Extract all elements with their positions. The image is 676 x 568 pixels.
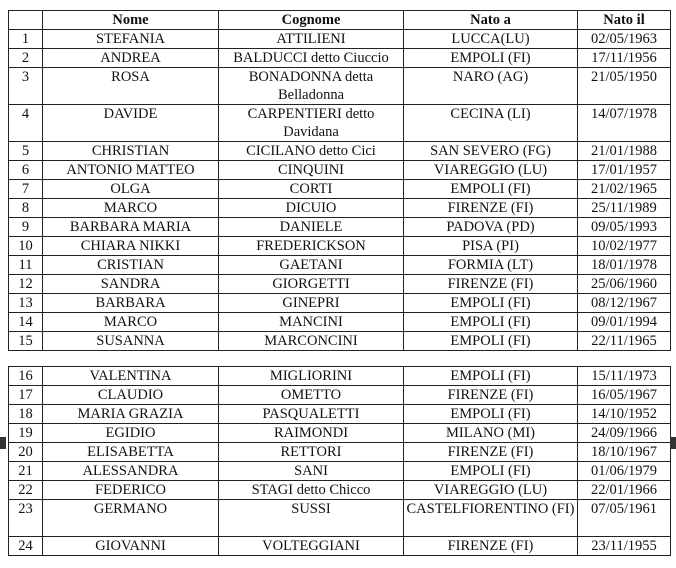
table-row xyxy=(9,462,671,481)
table-row xyxy=(9,294,671,313)
table-row xyxy=(9,199,671,218)
scan-margin-mark-left xyxy=(0,437,6,449)
table-row xyxy=(9,424,671,443)
table-row xyxy=(9,237,671,256)
cell-nome: STEFANIA xyxy=(43,30,219,49)
table-row xyxy=(9,405,671,424)
cell-nato-a: PISA (PI) xyxy=(404,237,578,256)
cell-nato-il: 17/11/1956 xyxy=(578,49,671,68)
cell-cognome: CINQUINI xyxy=(219,161,404,180)
cell-nato-il: 21/02/1965 xyxy=(578,180,671,199)
cell-nome: VALENTINA xyxy=(43,367,219,386)
cell-num: 23 xyxy=(9,500,43,537)
cell-nome: MARIA GRAZIA xyxy=(43,405,219,424)
table-row xyxy=(9,180,671,199)
table-body-part-2 xyxy=(9,367,671,556)
header-nome: Nome xyxy=(43,11,219,30)
cell-nome: SANDRA xyxy=(43,275,219,294)
cell-num: 16 xyxy=(9,367,43,386)
cell-nato-a: FIRENZE (FI) xyxy=(404,275,578,294)
cell-nato-il: 08/12/1967 xyxy=(578,294,671,313)
cell-cognome: ATTILIENI xyxy=(219,30,404,49)
table-row xyxy=(9,500,671,537)
cell-nato-a: EMPOLI (FI) xyxy=(404,367,578,386)
table-body-part-1 xyxy=(9,30,671,351)
cell-nome: ELISABETTA xyxy=(43,443,219,462)
cell-num: 22 xyxy=(9,481,43,500)
header-cognome: Cognome xyxy=(219,11,404,30)
cell-nato-a: PADOVA (PD) xyxy=(404,218,578,237)
cell-num: 14 xyxy=(9,313,43,332)
cell-num: 21 xyxy=(9,462,43,481)
table-row xyxy=(9,367,671,386)
cell-nato-a: VIAREGGIO (LU) xyxy=(404,481,578,500)
cell-nome: CRISTIAN xyxy=(43,256,219,275)
cell-nome: MARCO xyxy=(43,199,219,218)
cell-nato-il: 07/05/1961 xyxy=(578,500,671,537)
cell-cognome: BONADONNA detta Belladonna xyxy=(219,68,404,105)
cell-nato-a: EMPOLI (FI) xyxy=(404,313,578,332)
cell-nato-il: 10/02/1977 xyxy=(578,237,671,256)
cell-cognome: MARCONCINI xyxy=(219,332,404,351)
cell-nato-il: 21/01/1988 xyxy=(578,142,671,161)
table-row xyxy=(9,68,671,105)
cell-nome: CHRISTIAN xyxy=(43,142,219,161)
cell-nato-il: 23/11/1955 xyxy=(578,537,671,556)
cell-cognome: CORTI xyxy=(219,180,404,199)
cell-nato-a: EMPOLI (FI) xyxy=(404,462,578,481)
cell-num: 18 xyxy=(9,405,43,424)
cell-num: 8 xyxy=(9,199,43,218)
table-row xyxy=(9,481,671,500)
table-row xyxy=(9,386,671,405)
table-row xyxy=(9,443,671,462)
cell-num: 7 xyxy=(9,180,43,199)
cell-nato-il: 21/05/1950 xyxy=(578,68,671,105)
cell-nome: CHIARA NIKKI xyxy=(43,237,219,256)
cell-nome: MARCO xyxy=(43,313,219,332)
cell-nato-il: 09/05/1993 xyxy=(578,218,671,237)
cell-nome: FEDERICO xyxy=(43,481,219,500)
cell-cognome: DICUIO xyxy=(219,199,404,218)
cell-nato-a: EMPOLI (FI) xyxy=(404,405,578,424)
cell-nato-il: 22/01/1966 xyxy=(578,481,671,500)
cell-nome: ANDREA xyxy=(43,49,219,68)
cell-nato-il: 15/11/1973 xyxy=(578,367,671,386)
cell-num: 11 xyxy=(9,256,43,275)
cell-num: 3 xyxy=(9,68,43,105)
cell-cognome: SUSSI xyxy=(219,500,404,537)
cell-num: 2 xyxy=(9,49,43,68)
cell-nato-a: FIRENZE (FI) xyxy=(404,199,578,218)
cell-nome: GIOVANNI xyxy=(43,537,219,556)
cell-nome: SUSANNA xyxy=(43,332,219,351)
cell-nato-a: FIRENZE (FI) xyxy=(404,386,578,405)
cell-nato-a: FIRENZE (FI) xyxy=(404,537,578,556)
cell-num: 1 xyxy=(9,30,43,49)
table-row xyxy=(9,105,671,142)
cell-cognome: RETTORI xyxy=(219,443,404,462)
cell-nato-a: LUCCA(LU) xyxy=(404,30,578,49)
people-table-part-1 xyxy=(8,10,671,351)
cell-cognome: OMETTO xyxy=(219,386,404,405)
cell-nato-il: 16/05/1967 xyxy=(578,386,671,405)
table-row xyxy=(9,49,671,68)
cell-nato-il: 22/11/1965 xyxy=(578,332,671,351)
cell-num: 4 xyxy=(9,105,43,142)
table-row xyxy=(9,313,671,332)
cell-num: 24 xyxy=(9,537,43,556)
scan-margin-mark-right xyxy=(670,437,676,449)
cell-nato-il: 17/01/1957 xyxy=(578,161,671,180)
cell-num: 5 xyxy=(9,142,43,161)
table-row xyxy=(9,275,671,294)
cell-num: 12 xyxy=(9,275,43,294)
cell-cognome: VOLTEGGIANI xyxy=(219,537,404,556)
cell-nome: BARBARA MARIA xyxy=(43,218,219,237)
table-row xyxy=(9,218,671,237)
cell-nato-il: 14/07/1978 xyxy=(578,105,671,142)
cell-cognome: BALDUCCI detto Ciuccio xyxy=(219,49,404,68)
cell-nato-a: MILANO (MI) xyxy=(404,424,578,443)
people-table-part-2 xyxy=(8,366,671,556)
cell-nome: OLGA xyxy=(43,180,219,199)
cell-num: 20 xyxy=(9,443,43,462)
table-row xyxy=(9,30,671,49)
cell-cognome: GIORGETTI xyxy=(219,275,404,294)
cell-nome: DAVIDE xyxy=(43,105,219,142)
cell-nato-a: EMPOLI (FI) xyxy=(404,294,578,313)
cell-num: 15 xyxy=(9,332,43,351)
cell-cognome: SANI xyxy=(219,462,404,481)
cell-cognome: RAIMONDI xyxy=(219,424,404,443)
cell-nato-a: CECINA (LI) xyxy=(404,105,578,142)
cell-nome: ALESSANDRA xyxy=(43,462,219,481)
cell-nato-il: 09/01/1994 xyxy=(578,313,671,332)
cell-nato-a: CASTELFIORENTINO (FI) xyxy=(404,500,578,537)
cell-num: 13 xyxy=(9,294,43,313)
cell-cognome: CARPENTIERI detto Davidana xyxy=(219,105,404,142)
cell-nato-il: 18/10/1967 xyxy=(578,443,671,462)
header-num xyxy=(9,11,43,30)
cell-nato-a: NARO (AG) xyxy=(404,68,578,105)
cell-cognome: FREDERICKSON xyxy=(219,237,404,256)
cell-nato-il: 24/09/1966 xyxy=(578,424,671,443)
cell-nome: BARBARA xyxy=(43,294,219,313)
cell-cognome: PASQUALETTI xyxy=(219,405,404,424)
cell-num: 6 xyxy=(9,161,43,180)
cell-num: 19 xyxy=(9,424,43,443)
cell-cognome: GINEPRI xyxy=(219,294,404,313)
cell-nato-il: 25/11/1989 xyxy=(578,199,671,218)
cell-nome: GERMANO xyxy=(43,500,219,537)
cell-nato-a: EMPOLI (FI) xyxy=(404,332,578,351)
table-row xyxy=(9,537,671,556)
cell-nato-il: 18/01/1978 xyxy=(578,256,671,275)
cell-nato-a: EMPOLI (FI) xyxy=(404,49,578,68)
cell-nome: CLAUDIO xyxy=(43,386,219,405)
cell-cognome: STAGI detto Chicco xyxy=(219,481,404,500)
cell-nato-il: 25/06/1960 xyxy=(578,275,671,294)
cell-cognome: DANIELE xyxy=(219,218,404,237)
cell-num: 9 xyxy=(9,218,43,237)
cell-num: 17 xyxy=(9,386,43,405)
cell-nato-a: EMPOLI (FI) xyxy=(404,180,578,199)
cell-cognome: MANCINI xyxy=(219,313,404,332)
table-row xyxy=(9,161,671,180)
cell-nome: ROSA xyxy=(43,68,219,105)
header-nato-il: Nato il xyxy=(578,11,671,30)
cell-nato-il: 01/06/1979 xyxy=(578,462,671,481)
cell-nato-a: FIRENZE (FI) xyxy=(404,443,578,462)
cell-nome: ANTONIO MATTEO xyxy=(43,161,219,180)
cell-cognome: CICILANO detto Cici xyxy=(219,142,404,161)
cell-cognome: MIGLIORINI xyxy=(219,367,404,386)
table-row xyxy=(9,332,671,351)
table-header-row xyxy=(9,11,671,30)
cell-nato-a: VIAREGGIO (LU) xyxy=(404,161,578,180)
cell-nato-a: FORMIA (LT) xyxy=(404,256,578,275)
table-row xyxy=(9,256,671,275)
cell-cognome: GAETANI xyxy=(219,256,404,275)
cell-num: 10 xyxy=(9,237,43,256)
cell-nato-il: 02/05/1963 xyxy=(578,30,671,49)
header-nato-a: Nato a xyxy=(404,11,578,30)
table-row xyxy=(9,142,671,161)
cell-nome: EGIDIO xyxy=(43,424,219,443)
cell-nato-il: 14/10/1952 xyxy=(578,405,671,424)
cell-nato-a: SAN SEVERO (FG) xyxy=(404,142,578,161)
